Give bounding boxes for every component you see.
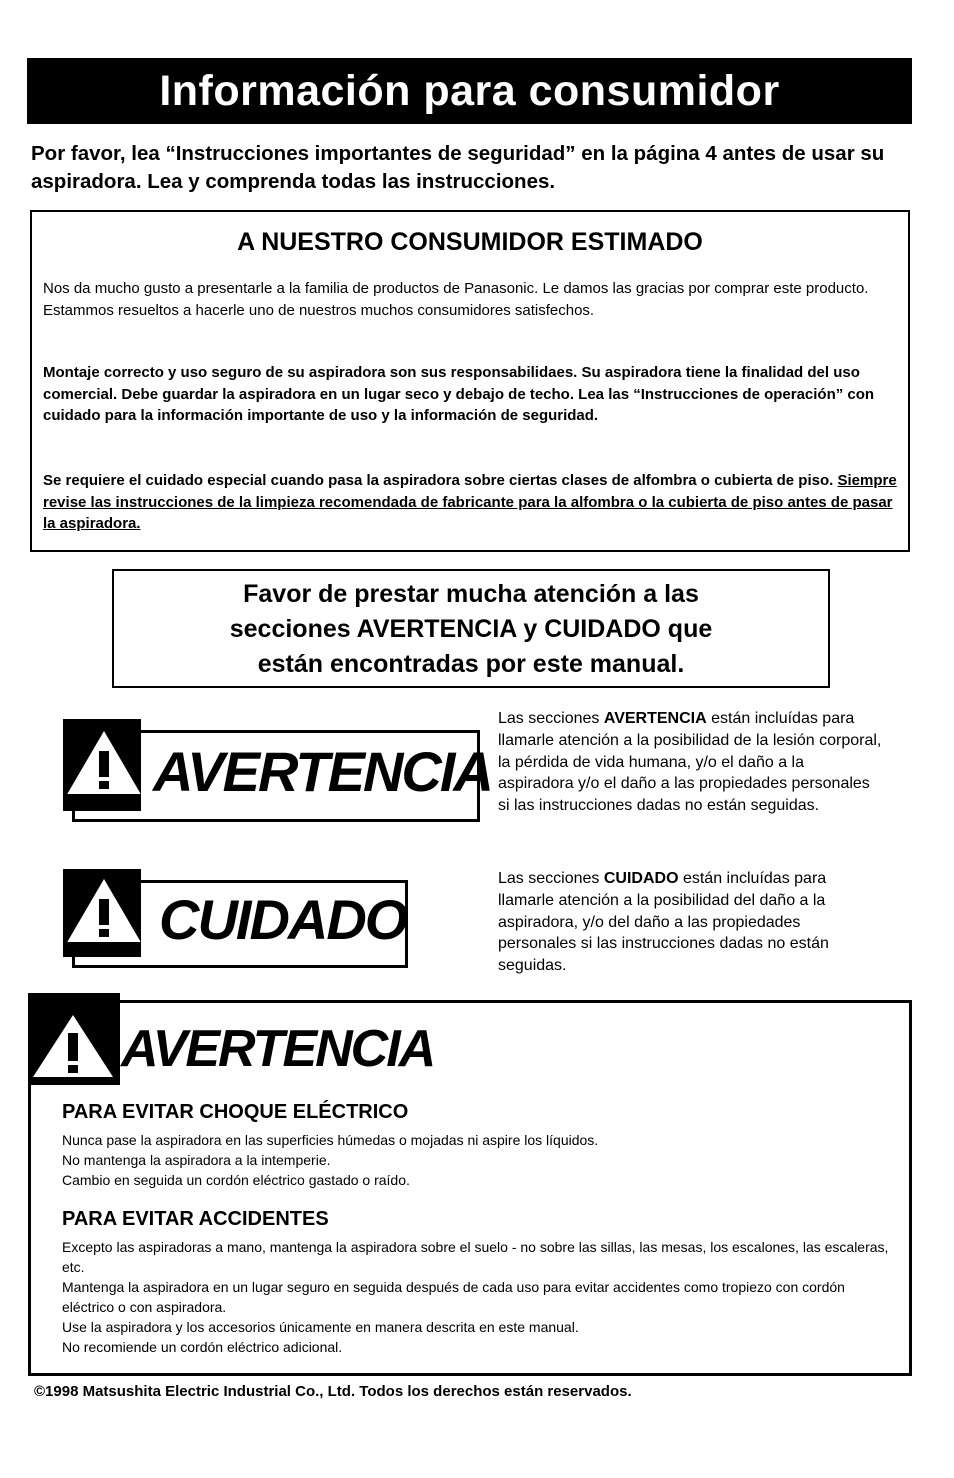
cuidado-desc-pre: Las secciones [498,870,604,887]
section-accidents-title: PARA EVITAR ACCIDENTES [62,1208,329,1230]
consumer-paragraph-3 [43,470,901,535]
consumer-paragraph-2: Montaje correcto y uso seguro de su aspiradora son sus responsabilidaes. Su aspiradora tiene la finalidad del uso comercial. Debe guardar la aspiradora en un lugar seco y debajo de techo. Lea las “Instrucciones de operación” con cuidado para la información importante de uso y la información de seguridad. [43,364,875,424]
section-electric-text [62,1130,897,1190]
consumer-paragraph-3-underlined: Siempre revise las instrucciones de la limpieza recomendada de fabricante para la alfombra o la cubierta de piso antes de pasar la aspiradora. [43,472,897,532]
consumer-box [30,210,910,552]
section-electric-line: No mantenga la aspiradora a la intemperie. [62,1152,331,1168]
avertencia-badge [72,730,492,822]
cuidado-badge [72,880,408,968]
warning-triangle-icon [65,875,143,945]
consumer-box-heading: A NUESTRO CONSUMIDOR ESTIMADO [237,228,703,256]
section-electric-line: Nunca pase la aspiradora en las superficies húmedas o mojadas ni aspire los líquidos. [62,1132,599,1148]
notice-box [112,569,830,688]
warning-triangle-icon [65,727,143,797]
avertencia-description [498,708,883,817]
page-title: Información para consumidor [27,58,912,124]
section-accidents-line: No recomiende un cordón eléctrico adicional. [62,1339,343,1355]
notice-line-3: están encontradas por este manual. [257,650,685,678]
cuidado-desc-post: están incluídas para llamarle atención a la posibilidad del daño a la aspiradora, y/o del daño a las propiedades personales si las instrucciones dadas no están seguidas. [498,870,829,975]
cuidado-badge-word: CUIDADO [159,888,407,951]
warning-box [28,1000,912,1376]
cuidado-description [498,868,883,977]
avertencia-desc-pre: Las secciones [498,710,604,727]
avertencia-desc-keyword: AVERTENCIA [603,710,707,727]
cuidado-desc-keyword: CUIDADO [603,870,679,887]
section-accidents-line: Excepto las aspiradoras a mano, mantenga la aspiradora sobre el suelo - no sobre las sillas, las mesas, los escalones, las escaleras, etc. [62,1239,889,1275]
notice-line-1: Favor de prestar mucha atención a las [243,580,699,608]
section-accidents-text [62,1237,897,1357]
avertencia-badge-word: AVERTENCIA [153,740,492,803]
warning-box-heading: AVERTENCIA [121,1020,435,1078]
consumer-paragraph-1: Nos da mucho gusto a presentarle a la familia de productos de Panasonic. Le damos las gracias por comprar este producto. Estammos resueltos a hacerle uno de nuestros muchos consumidores satisfechos. [43,280,869,319]
copyright-footer: ©1998 Matsushita Electric Industrial Co., Ltd. Todos los derechos están reservados. [34,1383,632,1400]
consumer-paragraph-3-plain: Se requiere el cuidado especial cuando pasa la aspiradora sobre ciertas clases de alfombra o cubierta de piso. [43,472,834,489]
notice-line-2: secciones AVERTENCIA y CUIDADO que [229,615,713,643]
section-electric-line: Cambio en seguida un cordón eléctrico gastado o raído. [62,1172,410,1188]
section-accidents-line: Use la aspiradora y los accesorios únicamente en manera descrita en este manual. [62,1319,579,1335]
avertencia-desc-post: están incluídas para llamarle atención a la posibilidad de la lesión corporal, la pérdida de vida humana, y/o el daño a la aspiradora y/o el daño a las propiedades personales si las instrucciones dadas no están seguidas. [498,710,882,815]
intro-text: Por favor, lea “Instrucciones importantes de seguridad” en la página 4 antes de usar su aspiradora. Lea y comprenda todas las instrucciones. [31,142,885,193]
section-electric-title: PARA EVITAR CHOQUE ELÉCTRICO [62,1101,409,1123]
warning-triangle-icon [29,1011,117,1081]
section-accidents-line: Mantenga la aspiradora en un lugar seguro en seguida después de cada uso para evitar accidentes como tropiezo con cordón eléctrico o con aspiradora. [62,1279,845,1315]
